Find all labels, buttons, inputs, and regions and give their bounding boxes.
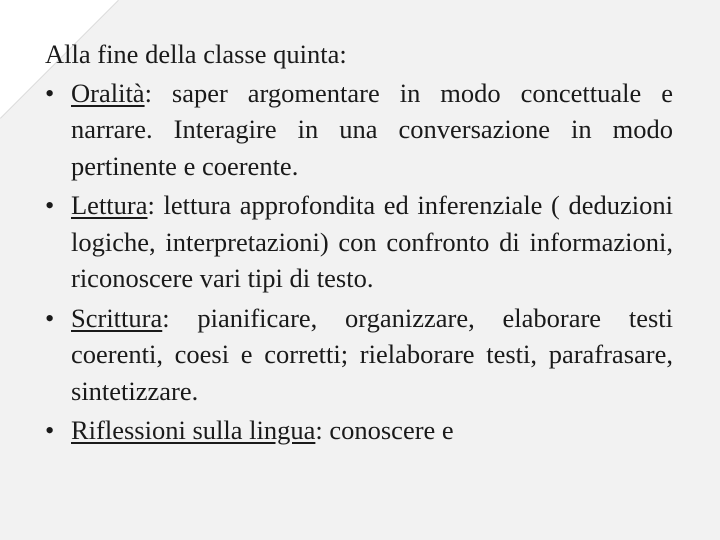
bullet-item-lettura	[45, 187, 673, 297]
bullet-text: : lettura approfondita ed inferenziale ( deduzioni logiche, interpretazioni) con confronto di informazioni, riconoscere vari tipi di testo.	[71, 190, 673, 293]
bullet-text: : saper argomentare in modo concettuale e narrare. Interagire in una conversazione in modo pertinente e coerente.	[71, 77, 673, 181]
bullet-item-oralita	[45, 75, 673, 185]
bullet-text: : pianificare, organizzare, elaborare testi coerenti, coesi e corretti; rielaborare testi, parafrasare, sintetizzare.	[71, 302, 673, 406]
bullet-icon: •	[45, 77, 55, 108]
bullet-term: Scrittura	[71, 302, 163, 333]
bullet-text: : conoscere e	[315, 415, 454, 445]
slide-content	[45, 36, 673, 452]
bullet-term: Riflessioni sulla lingua	[71, 415, 316, 445]
bullet-item-scrittura	[45, 300, 673, 410]
bullet-icon: •	[45, 415, 55, 445]
bullet-icon: •	[45, 190, 55, 220]
slide-heading: Alla fine della classe quinta:	[45, 39, 347, 69]
bullet-term: Lettura	[71, 190, 148, 220]
bullet-icon: •	[45, 302, 55, 333]
bullet-list	[45, 75, 673, 449]
bullet-term: Oralità	[71, 77, 145, 108]
bullet-item-riflessioni	[45, 412, 673, 449]
